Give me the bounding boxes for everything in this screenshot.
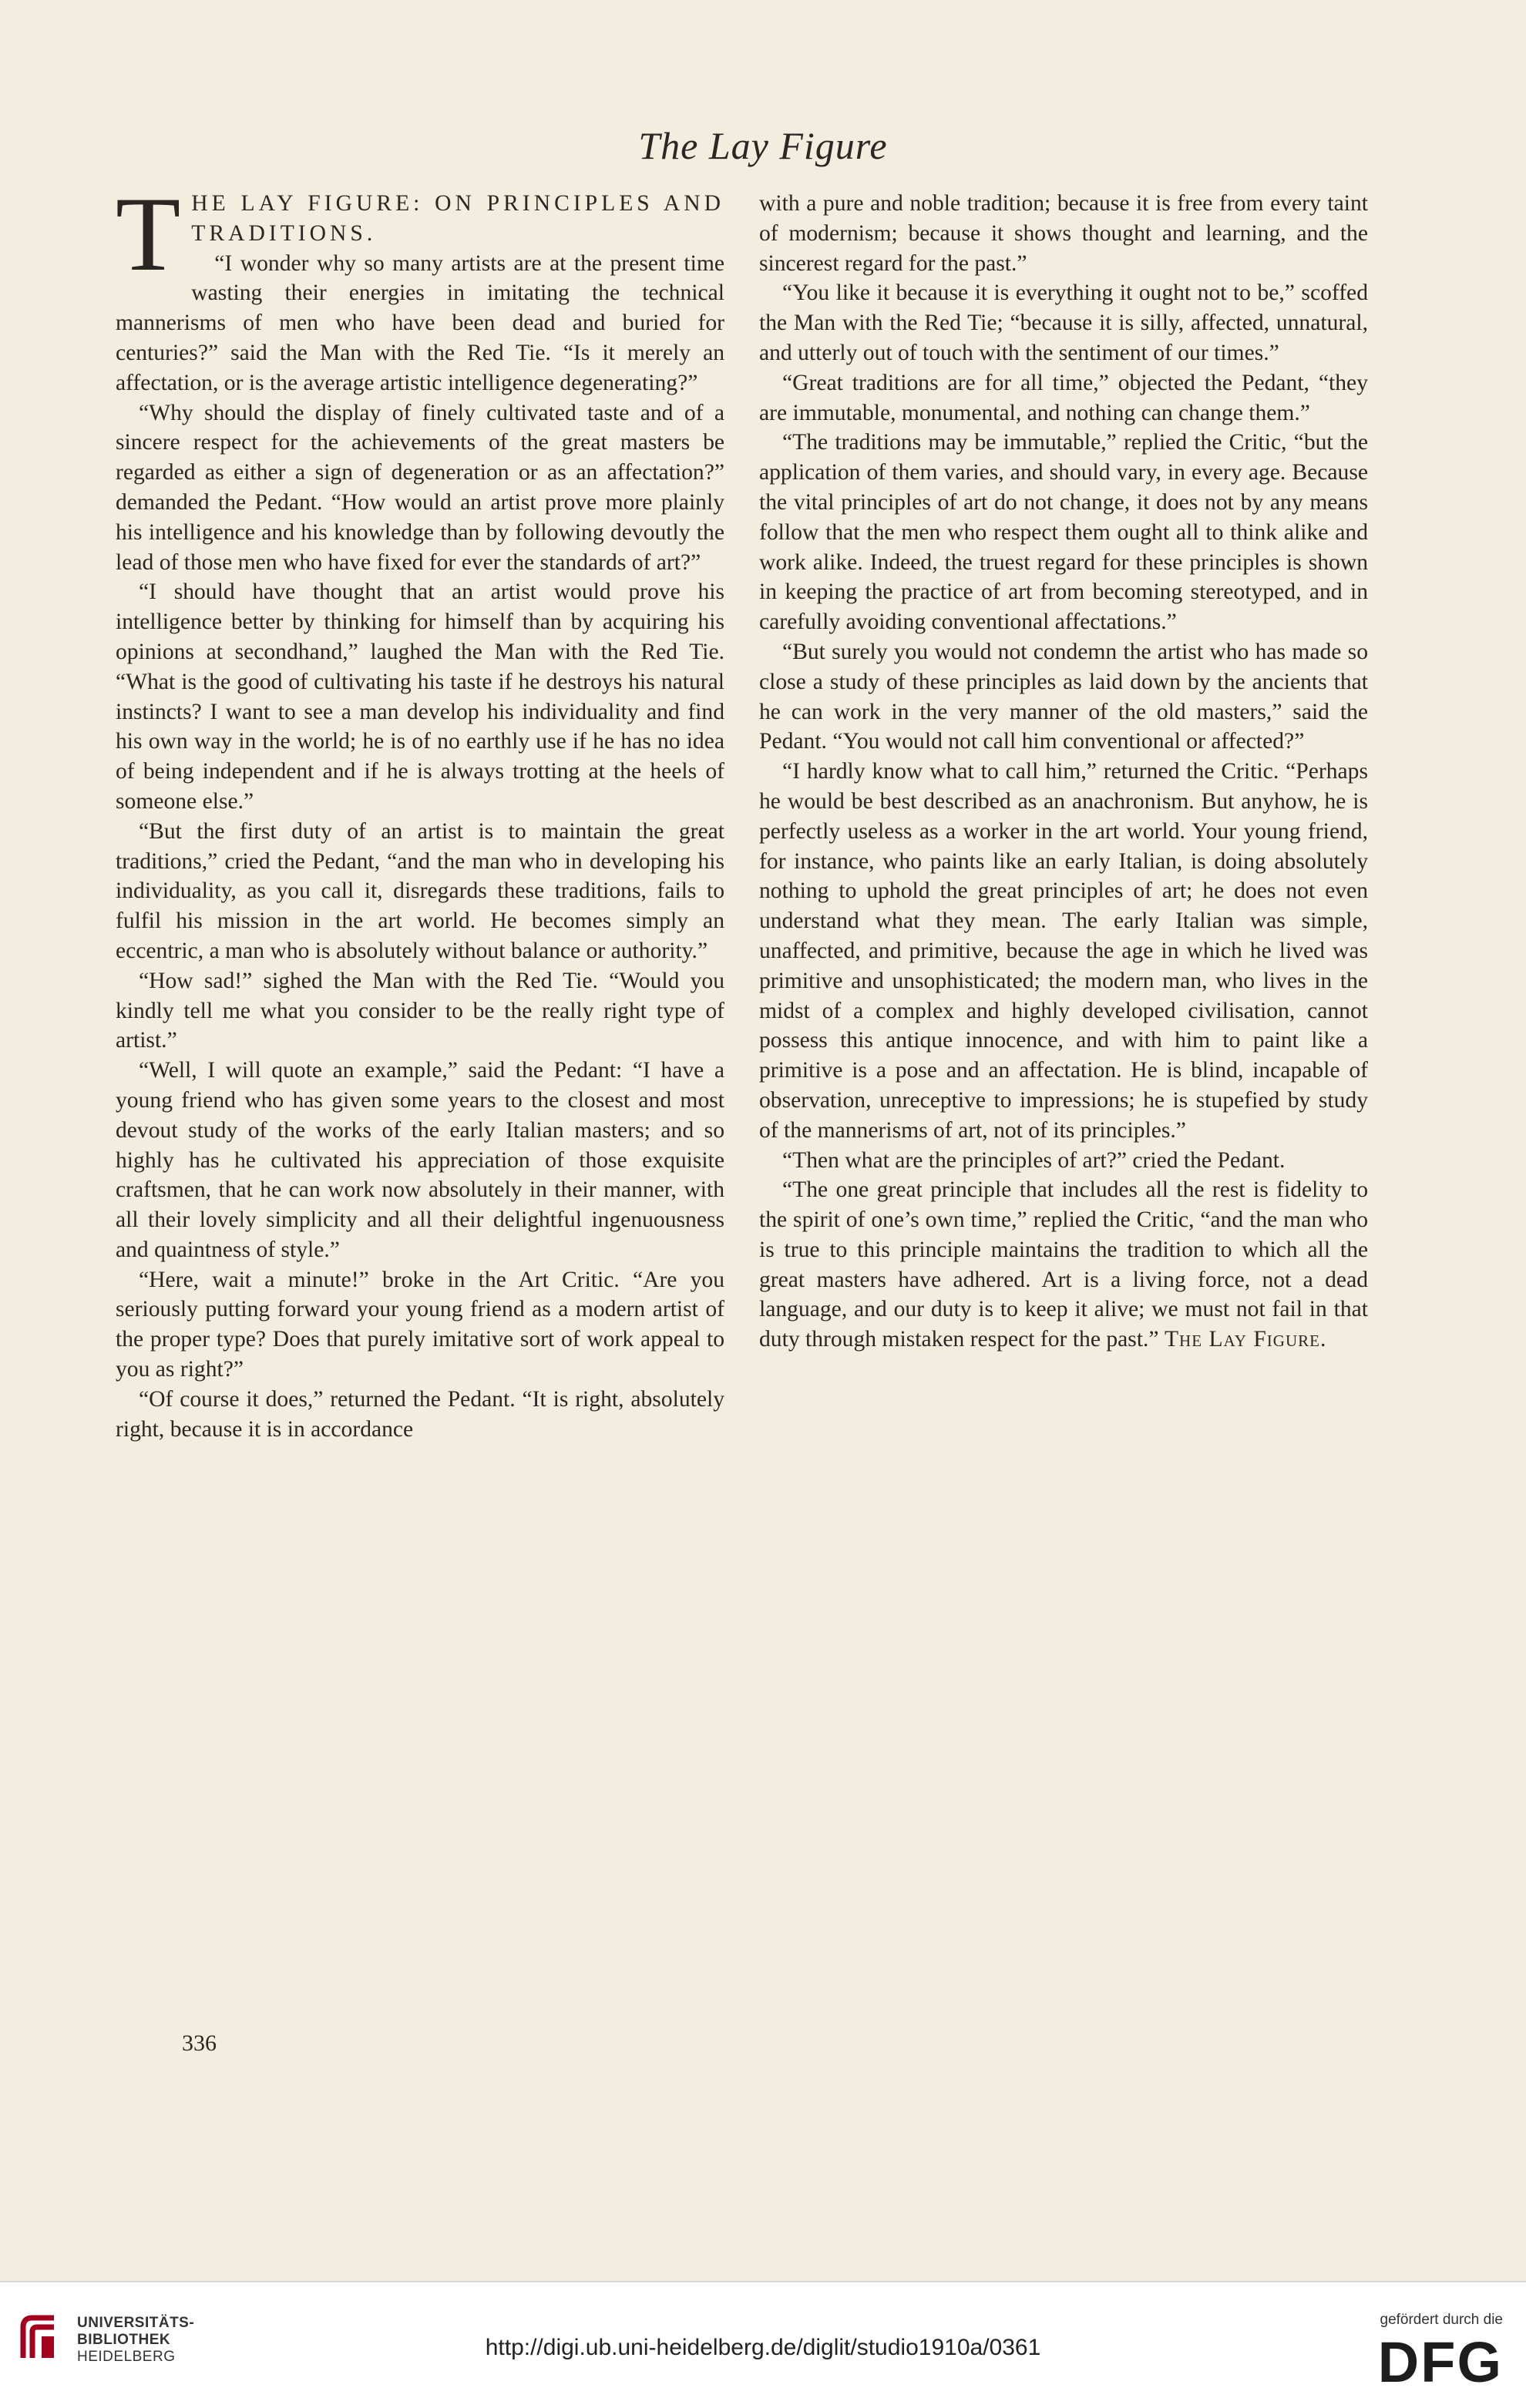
left-column xyxy=(116,175,724,1444)
paragraph: with a pure and noble tradition; because it is free from every taint of modernism; because it shows thought and learning, and the sincerest regard for the past.” xyxy=(759,191,1368,276)
paragraph: “But surely you would not condemn the artist who has made so close a study of these principles as laid down by the ancients that he can work in the very manner of the old masters,” said the Pedant. “You would not call him conventional or affected?” xyxy=(759,639,1368,754)
paragraph: “Well, I will quote an example,” said the Pedant: “I have a young friend who has given some years to the closest and most devout study of the works of the early Italian masters; and so highly has he cultivated his appreciation of those exquisite craftsmen, that he can work now absolutely in their manner, with all their lovely simplicity and all their delightful ingenuousness and quaintness of style.” xyxy=(116,1058,724,1262)
dfg-logo[interactable]: DFG xyxy=(1377,2330,1503,2394)
paragraph: “Why should the display of finely cultivated taste and of a sincere respect for the achievements of the great masters be regarded as either a sign of degeneration or as an affectation?” demanded the Pedant. “How would an artist prove more plainly his intelligence and his knowledge than by following devoutly the lead of those men who have fixed for ever the standards of art?” xyxy=(116,400,724,575)
paragraph: “You like it because it is everything it ought not to be,” scoffed the Man with the Red Tie; “because it is silly, affected, unnatural, and utterly out of touch with the sentiment of our times.” xyxy=(759,280,1368,365)
paragraph: “How sad!” sighed the Man with the Red Tie. “Would you kindly tell me what you consider to be the really right type of artist.” xyxy=(116,968,724,1053)
paragraph: “I hardly know what to call him,” returned the Critic. “Perhaps he would be best described as an anachronism. But anyhow, he is perfectly useless as a worker in the art world. Your young friend, for instance, who paints like an early Italian, is doing absolutely nothing to uphold the great principles of art; he does not even understand what they mean. The early Italian was simple, unaffected, and primitive, because the age in which he lived was primitive and unsophisticated; the modern man, who lives in the midst of a complex and highly developed civilisation, cannot possess this antique innocence, and with him to paint like a primitive is a pose and an affectation. He is blind, incapable of observation, unreceptive to impressions; he is stupefied by study of the mannerisms of art, not of its principles.” xyxy=(759,759,1368,1143)
library-name-line3: HEIDELBERG xyxy=(77,2349,176,2365)
library-name-line1: UNIVERSITÄTS- xyxy=(77,2315,195,2331)
footer-divider xyxy=(0,2281,1526,2282)
final-paragraph xyxy=(759,1175,1368,1355)
article-title: HE LAY FIGURE: ON PRINCIPLES AND TRADITIONS. xyxy=(191,191,724,246)
right-column xyxy=(759,189,1368,1355)
permalink-url[interactable]: http://digi.ub.uni-heidelberg.de/diglit/studio1910a/0361 xyxy=(485,2335,1041,2360)
paragraph: “Great traditions are for all time,” objected the Pedant, “they are immutable, monumental, and nothing can change them.” xyxy=(759,370,1368,425)
page-number: 336 xyxy=(182,2030,217,2056)
signature: The Lay Figure. xyxy=(1164,1327,1327,1352)
article-title-block xyxy=(116,175,724,293)
paragraph: “I should have thought that an artist would prove his intelligence better by thinking for himself than by acquiring his opinions at secondhand,” laughed the Man with the Red Tie. “What is the good of cultivating his taste if he destroys his natural instincts? I want to see a man develop his individuality and find his own way in the world; he is of no earthly use if he has no idea of being independent and if he is always trotting at the heels of someone else.” xyxy=(116,579,724,814)
library-name-line2: BIBLIOTHEK xyxy=(77,2332,171,2348)
paragraph: “The traditions may be immutable,” replied the Critic, “but the application of them varies, and should vary, in every age. Because the vital principles of art do not change, it does not by any means follow that the men who respect them ought all to think alike and work alike. Indeed, the truest regard for these principles is shown in keeping the practice of art from becoming stereotyped, and in carefully avoiding conventional affectations.” xyxy=(759,430,1368,635)
paragraph: “Of course it does,” returned the Pedant. “It is right, absolutely right, because it is in accordance xyxy=(116,1386,724,1442)
paragraph: “Then what are the principles of art?” cried the Pedant. xyxy=(782,1147,1286,1173)
drop-cap: T xyxy=(116,175,181,293)
paragraph-text: “The one great principle that includes all the rest is fidelity to the spirit of one’s own time,” replied the Critic, “and the man who is true to this principle maintains the tradition to which all the great masters have adhered. Art is a living force, not a dead language, and our duty is to keep it alive; we must not fail in that duty through mistaken respect for the past.” xyxy=(759,1177,1368,1352)
funded-by-label: gefördert durch die xyxy=(1380,2312,1503,2328)
running-header: The Lay Figure xyxy=(638,124,888,167)
paragraph: “But the first duty of an artist is to maintain the great traditions,” cried the Pedant, “and the man who in developing his individuality, as you call it, disregards these traditions, fails to fulfil his mission in the art world. He becomes simply an eccentric, a man who is absolutely without balance or authority.” xyxy=(116,818,724,963)
paragraph: “Here, wait a minute!” broke in the Art Critic. “Are you seriously putting forward your young friend as a modern artist of the proper type? Does that purely imitative sort of work appeal to you as right?” xyxy=(116,1267,724,1382)
paragraph: “I wonder why so many artists are at the present time wasting their energies in imitating the technical mannerisms of men who have been dead and buried for centuries?” said the Man with the Red Tie. “Is it merely an affectation, or is the average artistic intelligence degenerating?” xyxy=(116,250,724,395)
digitization-footer xyxy=(0,2281,1526,2408)
